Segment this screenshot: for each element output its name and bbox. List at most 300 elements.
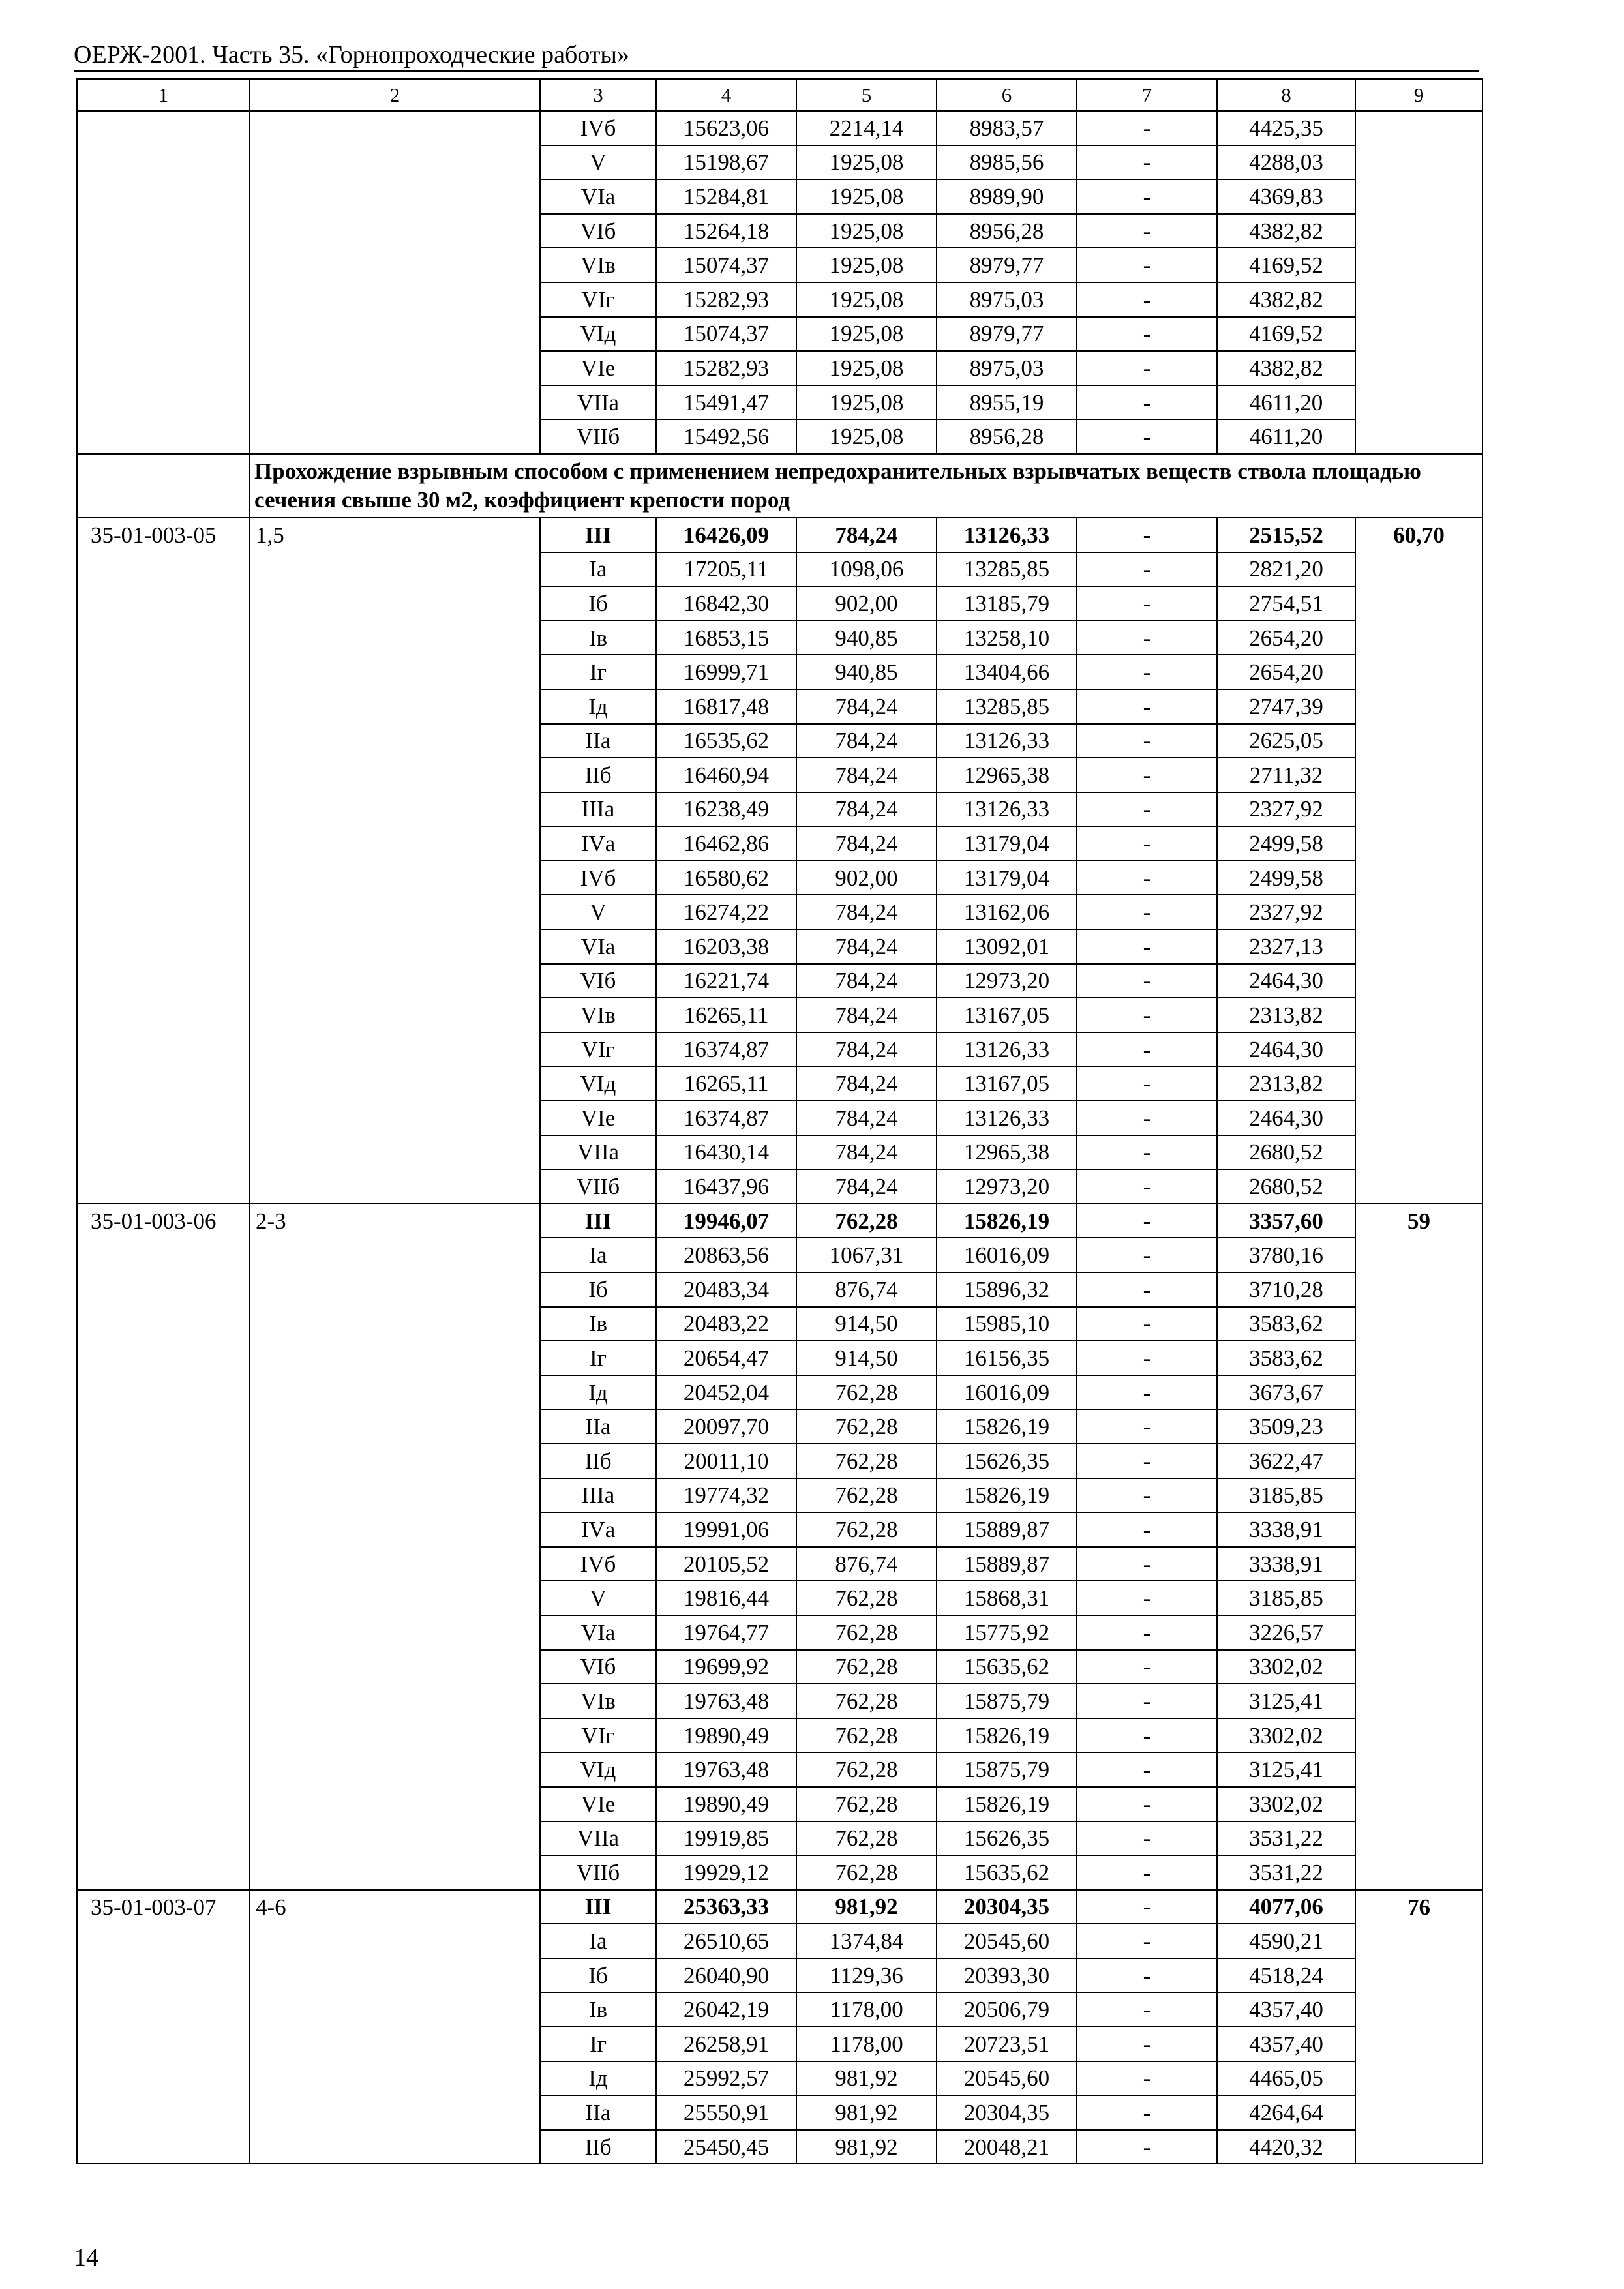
cell-col5: 784,24 — [796, 724, 937, 758]
cell-col8: 3531,22 — [1217, 1855, 1355, 1890]
cell-col8: 3125,41 — [1217, 1752, 1355, 1787]
cell-col7: - — [1077, 351, 1217, 385]
cell-col4: 16426,09 — [656, 518, 796, 552]
cell-col4: 16462,86 — [656, 826, 796, 861]
cell-col4: 16999,71 — [656, 655, 796, 689]
cell-col7: - — [1077, 1924, 1217, 1958]
cell-col8: 3302,02 — [1217, 1787, 1355, 1821]
cell-col8: 4420,32 — [1217, 2130, 1355, 2164]
cell-col8: 4590,21 — [1217, 1924, 1355, 1958]
cell-col5: 876,74 — [796, 1272, 937, 1307]
cell-col5: 762,28 — [796, 1718, 937, 1753]
cell-col6: 15626,35 — [937, 1444, 1077, 1478]
cell-col8: 2499,58 — [1217, 861, 1355, 895]
cell-col3: VIв — [540, 1684, 656, 1718]
cell-col7: - — [1077, 317, 1217, 352]
cell-col7: - — [1077, 689, 1217, 724]
cell-col3: Iд — [540, 689, 656, 724]
cell-col5: 784,24 — [796, 998, 937, 1032]
cell-col7: - — [1077, 552, 1217, 587]
cell-col6: 13167,05 — [937, 1066, 1077, 1101]
cell-col4: 16817,48 — [656, 689, 796, 724]
cell-col8: 2327,92 — [1217, 895, 1355, 929]
cell-col8: 3531,22 — [1217, 1821, 1355, 1856]
cell-col7: - — [1077, 145, 1217, 180]
cell-col7: - — [1077, 518, 1217, 552]
cell-col7: - — [1077, 1169, 1217, 1204]
cell-col8: 4382,82 — [1217, 214, 1355, 248]
cell-col5: 1098,06 — [796, 552, 937, 587]
cell-col4: 15074,37 — [656, 317, 796, 352]
cell-col6: 15635,62 — [937, 1855, 1077, 1890]
table-body — [77, 79, 1482, 2164]
cell-col7: - — [1077, 1855, 1217, 1890]
cell-col8: 3185,85 — [1217, 1581, 1355, 1615]
cell-col4: 19929,12 — [656, 1855, 796, 1890]
cell-col5: 784,24 — [796, 758, 937, 792]
cell-col5: 784,24 — [796, 1066, 937, 1101]
cell-col6: 15889,87 — [937, 1547, 1077, 1581]
cell-col7: - — [1077, 1615, 1217, 1650]
cell-col8: 4169,52 — [1217, 317, 1355, 352]
cell-col8: 2680,52 — [1217, 1135, 1355, 1170]
cell-col4: 19991,06 — [656, 1512, 796, 1547]
page-header: ОЕРЖ-2001. Часть 35. «Горнопроходческие работы» — [74, 41, 629, 68]
cell-col4: 26258,91 — [656, 2027, 796, 2061]
cell-col3: VIв — [540, 998, 656, 1032]
cell-col3: IIб — [540, 758, 656, 792]
cell-col3: VIе — [540, 1101, 656, 1135]
column-header-6: 6 — [937, 79, 1077, 111]
cell-col8: 2464,30 — [1217, 1032, 1355, 1067]
cell-col6: 20393,30 — [937, 1958, 1077, 1993]
cell-col3: Iа — [540, 552, 656, 587]
cell-col8: 2754,51 — [1217, 586, 1355, 621]
cell-col5: 1925,08 — [796, 282, 937, 317]
cell-col5: 1178,00 — [796, 2027, 937, 2061]
cell-col4: 19764,77 — [656, 1615, 796, 1650]
cell-col4: 19890,49 — [656, 1787, 796, 1821]
section-title: Прохождение взрывным способом с применением непредохранительных взрывчатых веществ ствола площадью сечения свыше 30 м2, коэффициент крепости пород — [250, 454, 1482, 518]
cell-col3: IVа — [540, 826, 656, 861]
cell-col7: - — [1077, 621, 1217, 655]
cell-col4: 26042,19 — [656, 1992, 796, 2027]
cell-col7: - — [1077, 1066, 1217, 1101]
cell-col6: 8956,28 — [937, 214, 1077, 248]
cell-col3: IIа — [540, 1409, 656, 1444]
cell-col6: 8989,90 — [937, 179, 1077, 214]
cell-col7: - — [1077, 586, 1217, 621]
cell-col8: 2464,30 — [1217, 964, 1355, 998]
cell-col4: 16460,94 — [656, 758, 796, 792]
cell-col6: 13179,04 — [937, 826, 1077, 861]
cell-col6: 20545,60 — [937, 2061, 1077, 2096]
cell-col5: 762,28 — [796, 1512, 937, 1547]
cell-col5: 762,28 — [796, 1752, 937, 1787]
cell-col6: 13126,33 — [937, 792, 1077, 827]
cell-col7: - — [1077, 111, 1217, 145]
cell-col6: 12973,20 — [937, 964, 1077, 998]
cell-col8: 4611,20 — [1217, 419, 1355, 454]
cell-col4: 16437,96 — [656, 1169, 796, 1204]
cell-col3: VIа — [540, 1615, 656, 1650]
cell-col3: VIе — [540, 351, 656, 385]
cell-col5: 762,28 — [796, 1821, 937, 1856]
cell-col4: 20483,34 — [656, 1272, 796, 1307]
cell-col6: 15626,35 — [937, 1821, 1077, 1856]
cell-col4: 15284,81 — [656, 179, 796, 214]
page-number: 14 — [74, 2244, 98, 2271]
cell-col7: - — [1077, 655, 1217, 689]
cell-col6: 13185,79 — [937, 586, 1077, 621]
cell-col6: 12965,38 — [937, 758, 1077, 792]
cell-col8: 2327,13 — [1217, 929, 1355, 964]
cell-col6: 15875,79 — [937, 1684, 1077, 1718]
cell-col5: 940,85 — [796, 621, 937, 655]
cell-col6: 8956,28 — [937, 419, 1077, 454]
cell-col3: VIIб — [540, 1855, 656, 1890]
cell-col5: 1374,84 — [796, 1924, 937, 1958]
cell-col3: VIд — [540, 1752, 656, 1787]
cell-col7: - — [1077, 1547, 1217, 1581]
cell-col6: 15826,19 — [937, 1787, 1077, 1821]
cell-col4: 25992,57 — [656, 2061, 796, 2096]
cell-col6: 20048,21 — [937, 2130, 1077, 2164]
cell-col3: VIг — [540, 282, 656, 317]
cell-col5: 784,24 — [796, 929, 937, 964]
cell-col4: 15264,18 — [656, 214, 796, 248]
cell-col7: - — [1077, 1101, 1217, 1135]
cell-col8: 4382,82 — [1217, 351, 1355, 385]
cell-col7: - — [1077, 2061, 1217, 2096]
cell-col3: Iв — [540, 1992, 656, 2027]
cell-col5: 1925,08 — [796, 317, 937, 352]
cell-col6: 15826,19 — [937, 1718, 1077, 1753]
cell-col5: 784,24 — [796, 895, 937, 929]
cell-col8: 4357,40 — [1217, 1992, 1355, 2027]
cell-col3: IVб — [540, 861, 656, 895]
cell-col5: 1925,08 — [796, 145, 937, 180]
cell-col7: - — [1077, 2130, 1217, 2164]
cell-col4: 16221,74 — [656, 964, 796, 998]
cell-col3: VIа — [540, 929, 656, 964]
cell-col7: - — [1077, 1409, 1217, 1444]
cell-col8: 2313,82 — [1217, 1066, 1355, 1101]
cell-col3: VIIа — [540, 1135, 656, 1170]
table-row-main — [77, 1204, 1482, 1238]
cell-col3: VIб — [540, 1650, 656, 1684]
cell-col3: Iб — [540, 1958, 656, 1993]
cell-col3: IVб — [540, 111, 656, 145]
cell-col6: 13404,66 — [937, 655, 1077, 689]
cell-col8: 4357,40 — [1217, 2027, 1355, 2061]
cell-col3: VIг — [540, 1718, 656, 1753]
cell-col8: 3622,47 — [1217, 1444, 1355, 1478]
cell-col8: 3338,91 — [1217, 1512, 1355, 1547]
cell-col3: V — [540, 145, 656, 180]
cell-col8: 2711,32 — [1217, 758, 1355, 792]
cell-col8: 4288,03 — [1217, 145, 1355, 180]
cell-col7: - — [1077, 861, 1217, 895]
column-header-1: 1 — [77, 79, 250, 111]
cell-col4: 16580,62 — [656, 861, 796, 895]
cell-col8: 2680,52 — [1217, 1169, 1355, 1204]
cell-col6: 15635,62 — [937, 1650, 1077, 1684]
cell-col8: 3583,62 — [1217, 1307, 1355, 1341]
cell-col7: - — [1077, 1272, 1217, 1307]
cell-col6: 8983,57 — [937, 111, 1077, 145]
cell-col7: - — [1077, 1135, 1217, 1170]
cell-col8: 2654,20 — [1217, 621, 1355, 655]
cell-col6: 13285,85 — [937, 552, 1077, 587]
cell-col3: Iв — [540, 1307, 656, 1341]
cell-col6: 13126,33 — [937, 518, 1077, 552]
cell-col8: 2654,20 — [1217, 655, 1355, 689]
cell-col3: IVа — [540, 1512, 656, 1547]
cell-col4: 17205,11 — [656, 552, 796, 587]
cell-col4: 19919,85 — [656, 1821, 796, 1856]
section-row — [77, 454, 1482, 518]
cell-col3: III — [540, 518, 656, 552]
cell-col5: 784,24 — [796, 792, 937, 827]
cell-col8: 4611,20 — [1217, 385, 1355, 420]
cell-col4: 16265,11 — [656, 998, 796, 1032]
cell-col5: 762,28 — [796, 1581, 937, 1615]
rate-code: 35-01-003-05 — [77, 518, 250, 1204]
cell-col7: - — [1077, 1958, 1217, 1993]
cell-col3: IIIа — [540, 792, 656, 827]
cell-col8: 4169,52 — [1217, 248, 1355, 282]
cell-col3: VIIб — [540, 1169, 656, 1204]
cell-col6: 13126,33 — [937, 1032, 1077, 1067]
cell-col6: 12973,20 — [937, 1169, 1077, 1204]
cell-col7: - — [1077, 1821, 1217, 1856]
cell-col5: 1067,31 — [796, 1238, 937, 1272]
cell-col6: 20304,35 — [937, 2095, 1077, 2130]
cell-col6: 15896,32 — [937, 1272, 1077, 1307]
cell-col4: 16374,87 — [656, 1101, 796, 1135]
cell-col5: 784,24 — [796, 1101, 937, 1135]
cell-col4: 20105,52 — [656, 1547, 796, 1581]
cell-col5: 1925,08 — [796, 351, 937, 385]
cell-col5: 762,28 — [796, 1478, 937, 1513]
cell-col3: Iг — [540, 2027, 656, 2061]
cell-col7: - — [1077, 1650, 1217, 1684]
cell-col7: - — [1077, 1478, 1217, 1513]
cell-col6: 15875,79 — [937, 1752, 1077, 1787]
cell-col3: IIа — [540, 2095, 656, 2130]
column-header-7: 7 — [1077, 79, 1217, 111]
cell-col3: Iг — [540, 655, 656, 689]
cell-col3: Iв — [540, 621, 656, 655]
cell-col3: Iа — [540, 1238, 656, 1272]
cell-col4: 19946,07 — [656, 1204, 796, 1238]
cell-col6: 20506,79 — [937, 1992, 1077, 2027]
cell-col7: - — [1077, 179, 1217, 214]
cell-col8: 2625,05 — [1217, 724, 1355, 758]
cell-col8: 2515,52 — [1217, 518, 1355, 552]
cell-col7: - — [1077, 1684, 1217, 1718]
cell-col3: V — [540, 1581, 656, 1615]
cell-col4: 16842,30 — [656, 586, 796, 621]
cell-col6: 8955,19 — [937, 385, 1077, 420]
rate-code: 35-01-003-06 — [77, 1204, 250, 1890]
cell-col8: 3780,16 — [1217, 1238, 1355, 1272]
column-header-9: 9 — [1355, 79, 1482, 111]
cell-col8: 4425,35 — [1217, 111, 1355, 145]
cell-col3: Iг — [540, 1341, 656, 1375]
cell-col7: - — [1077, 2095, 1217, 2130]
cell-col6: 15775,92 — [937, 1615, 1077, 1650]
cell-col3: Iа — [540, 1924, 656, 1958]
cell-col3: VIIа — [540, 385, 656, 420]
cell-col6: 20304,35 — [937, 1890, 1077, 1924]
cell-col8: 3583,62 — [1217, 1341, 1355, 1375]
cell-col3: IIа — [540, 724, 656, 758]
cell-col4: 16265,11 — [656, 1066, 796, 1101]
cell-col6: 20545,60 — [937, 1924, 1077, 1958]
cell-col7: - — [1077, 1238, 1217, 1272]
cell-col8: 3338,91 — [1217, 1547, 1355, 1581]
cell-col4: 15282,93 — [656, 282, 796, 317]
cell-col6: 13126,33 — [937, 724, 1077, 758]
table-row-main — [77, 1890, 1482, 1924]
cell-col7: - — [1077, 792, 1217, 827]
cell-col4: 25550,91 — [656, 2095, 796, 2130]
cell-col5: 762,28 — [796, 1375, 937, 1410]
cell-col8: 2313,82 — [1217, 998, 1355, 1032]
cell-col4: 19763,48 — [656, 1684, 796, 1718]
column-header-5: 5 — [796, 79, 937, 111]
cell-col5: 762,28 — [796, 1444, 937, 1478]
cell-col7: - — [1077, 1341, 1217, 1375]
cell-col3: V — [540, 895, 656, 929]
cell-col8: 4369,83 — [1217, 179, 1355, 214]
cell-col4: 15491,47 — [656, 385, 796, 420]
column-header-4: 4 — [656, 79, 796, 111]
cell-col8: 3357,60 — [1217, 1204, 1355, 1238]
cell-col4: 19816,44 — [656, 1581, 796, 1615]
cell-col4: 20483,22 — [656, 1307, 796, 1341]
cell-col5: 981,92 — [796, 2061, 937, 2096]
cell-col4: 16535,62 — [656, 724, 796, 758]
cell-col9: 76 — [1355, 1890, 1482, 2164]
cell-col6: 8985,56 — [937, 145, 1077, 180]
cell-col6: 13126,33 — [937, 1101, 1077, 1135]
cell-col6: 15826,19 — [937, 1204, 1077, 1238]
cell-col7: - — [1077, 1752, 1217, 1787]
cell-col4: 15623,06 — [656, 111, 796, 145]
cell-col4: 16274,22 — [656, 895, 796, 929]
cell-col6: 16016,09 — [937, 1375, 1077, 1410]
cell-col8: 3226,57 — [1217, 1615, 1355, 1650]
cell-col6: 8979,77 — [937, 317, 1077, 352]
cell-col8: 2747,39 — [1217, 689, 1355, 724]
cell-col6: 20723,51 — [937, 2027, 1077, 2061]
column-header-2: 2 — [250, 79, 540, 111]
cell-col6: 13162,06 — [937, 895, 1077, 929]
cell-col3: VIб — [540, 964, 656, 998]
cell-col9: 60,70 — [1355, 518, 1482, 1204]
cell-col7: - — [1077, 1787, 1217, 1821]
cell-col5: 876,74 — [796, 1547, 937, 1581]
cell-col8: 3710,28 — [1217, 1272, 1355, 1307]
cell-col7: - — [1077, 895, 1217, 929]
cell-col4: 19890,49 — [656, 1718, 796, 1753]
cell-col4: 19763,48 — [656, 1752, 796, 1787]
cell-col5: 1925,08 — [796, 248, 937, 282]
cell-col4: 25363,33 — [656, 1890, 796, 1924]
section-blank — [77, 454, 250, 518]
cell-col3: VIа — [540, 179, 656, 214]
cell-col7: - — [1077, 1718, 1217, 1753]
cell-col8: 4465,05 — [1217, 2061, 1355, 2096]
cell-col7: - — [1077, 1375, 1217, 1410]
cell-col7: - — [1077, 1890, 1217, 1924]
cell-col3: IIб — [540, 2130, 656, 2164]
cell-col8: 4518,24 — [1217, 1958, 1355, 1993]
cell-col7: - — [1077, 724, 1217, 758]
cell-col5: 1925,08 — [796, 179, 937, 214]
cell-col4: 15074,37 — [656, 248, 796, 282]
column-number-row — [77, 79, 1482, 111]
cell-col7: - — [1077, 826, 1217, 861]
column-header-3: 3 — [540, 79, 656, 111]
cell-col5: 981,92 — [796, 1890, 937, 1924]
cell-col8: 3185,85 — [1217, 1478, 1355, 1513]
cell-col4: 16430,14 — [656, 1135, 796, 1170]
cell-col5: 902,00 — [796, 586, 937, 621]
cell-col7: - — [1077, 929, 1217, 964]
cell-col6: 16156,35 — [937, 1341, 1077, 1375]
cell-col6: 13092,01 — [937, 929, 1077, 964]
cell-col3: VIIа — [540, 1821, 656, 1856]
cell-col9: 59 — [1355, 1204, 1482, 1890]
cell-col5: 784,24 — [796, 518, 937, 552]
cell-col7: - — [1077, 1581, 1217, 1615]
cell-col5: 762,28 — [796, 1684, 937, 1718]
cell-col4: 15282,93 — [656, 351, 796, 385]
cell-col5: 784,24 — [796, 1032, 937, 1067]
cell-col4: 20097,70 — [656, 1409, 796, 1444]
cell-col5: 784,24 — [796, 1135, 937, 1170]
cell-col6: 15868,31 — [937, 1581, 1077, 1615]
cell-col3: IIб — [540, 1444, 656, 1478]
cell-col4: 15198,67 — [656, 145, 796, 180]
cell-col5: 1925,08 — [796, 214, 937, 248]
cell-col8: 4264,64 — [1217, 2095, 1355, 2130]
cell-col8: 2327,92 — [1217, 792, 1355, 827]
cell-col6: 15889,87 — [937, 1512, 1077, 1547]
cell-col5: 1925,08 — [796, 419, 937, 454]
cell-col4: 16203,38 — [656, 929, 796, 964]
cell-col4: 16238,49 — [656, 792, 796, 827]
cell-col7: - — [1077, 1512, 1217, 1547]
cell-col7: - — [1077, 2027, 1217, 2061]
cell-col5: 1178,00 — [796, 1992, 937, 2027]
cell-col8: 3673,67 — [1217, 1375, 1355, 1410]
cell-col5: 762,28 — [796, 1409, 937, 1444]
cell-col7: - — [1077, 1444, 1217, 1478]
cell-col3: VIд — [540, 1066, 656, 1101]
cell-col7: - — [1077, 1032, 1217, 1067]
cell-col3: III — [540, 1204, 656, 1238]
cell-col5: 762,28 — [796, 1650, 937, 1684]
cell-col5: 784,24 — [796, 1169, 937, 1204]
cell-col8: 2464,30 — [1217, 1101, 1355, 1135]
cell-col3: IIIа — [540, 1478, 656, 1513]
cell-col5: 784,24 — [796, 826, 937, 861]
